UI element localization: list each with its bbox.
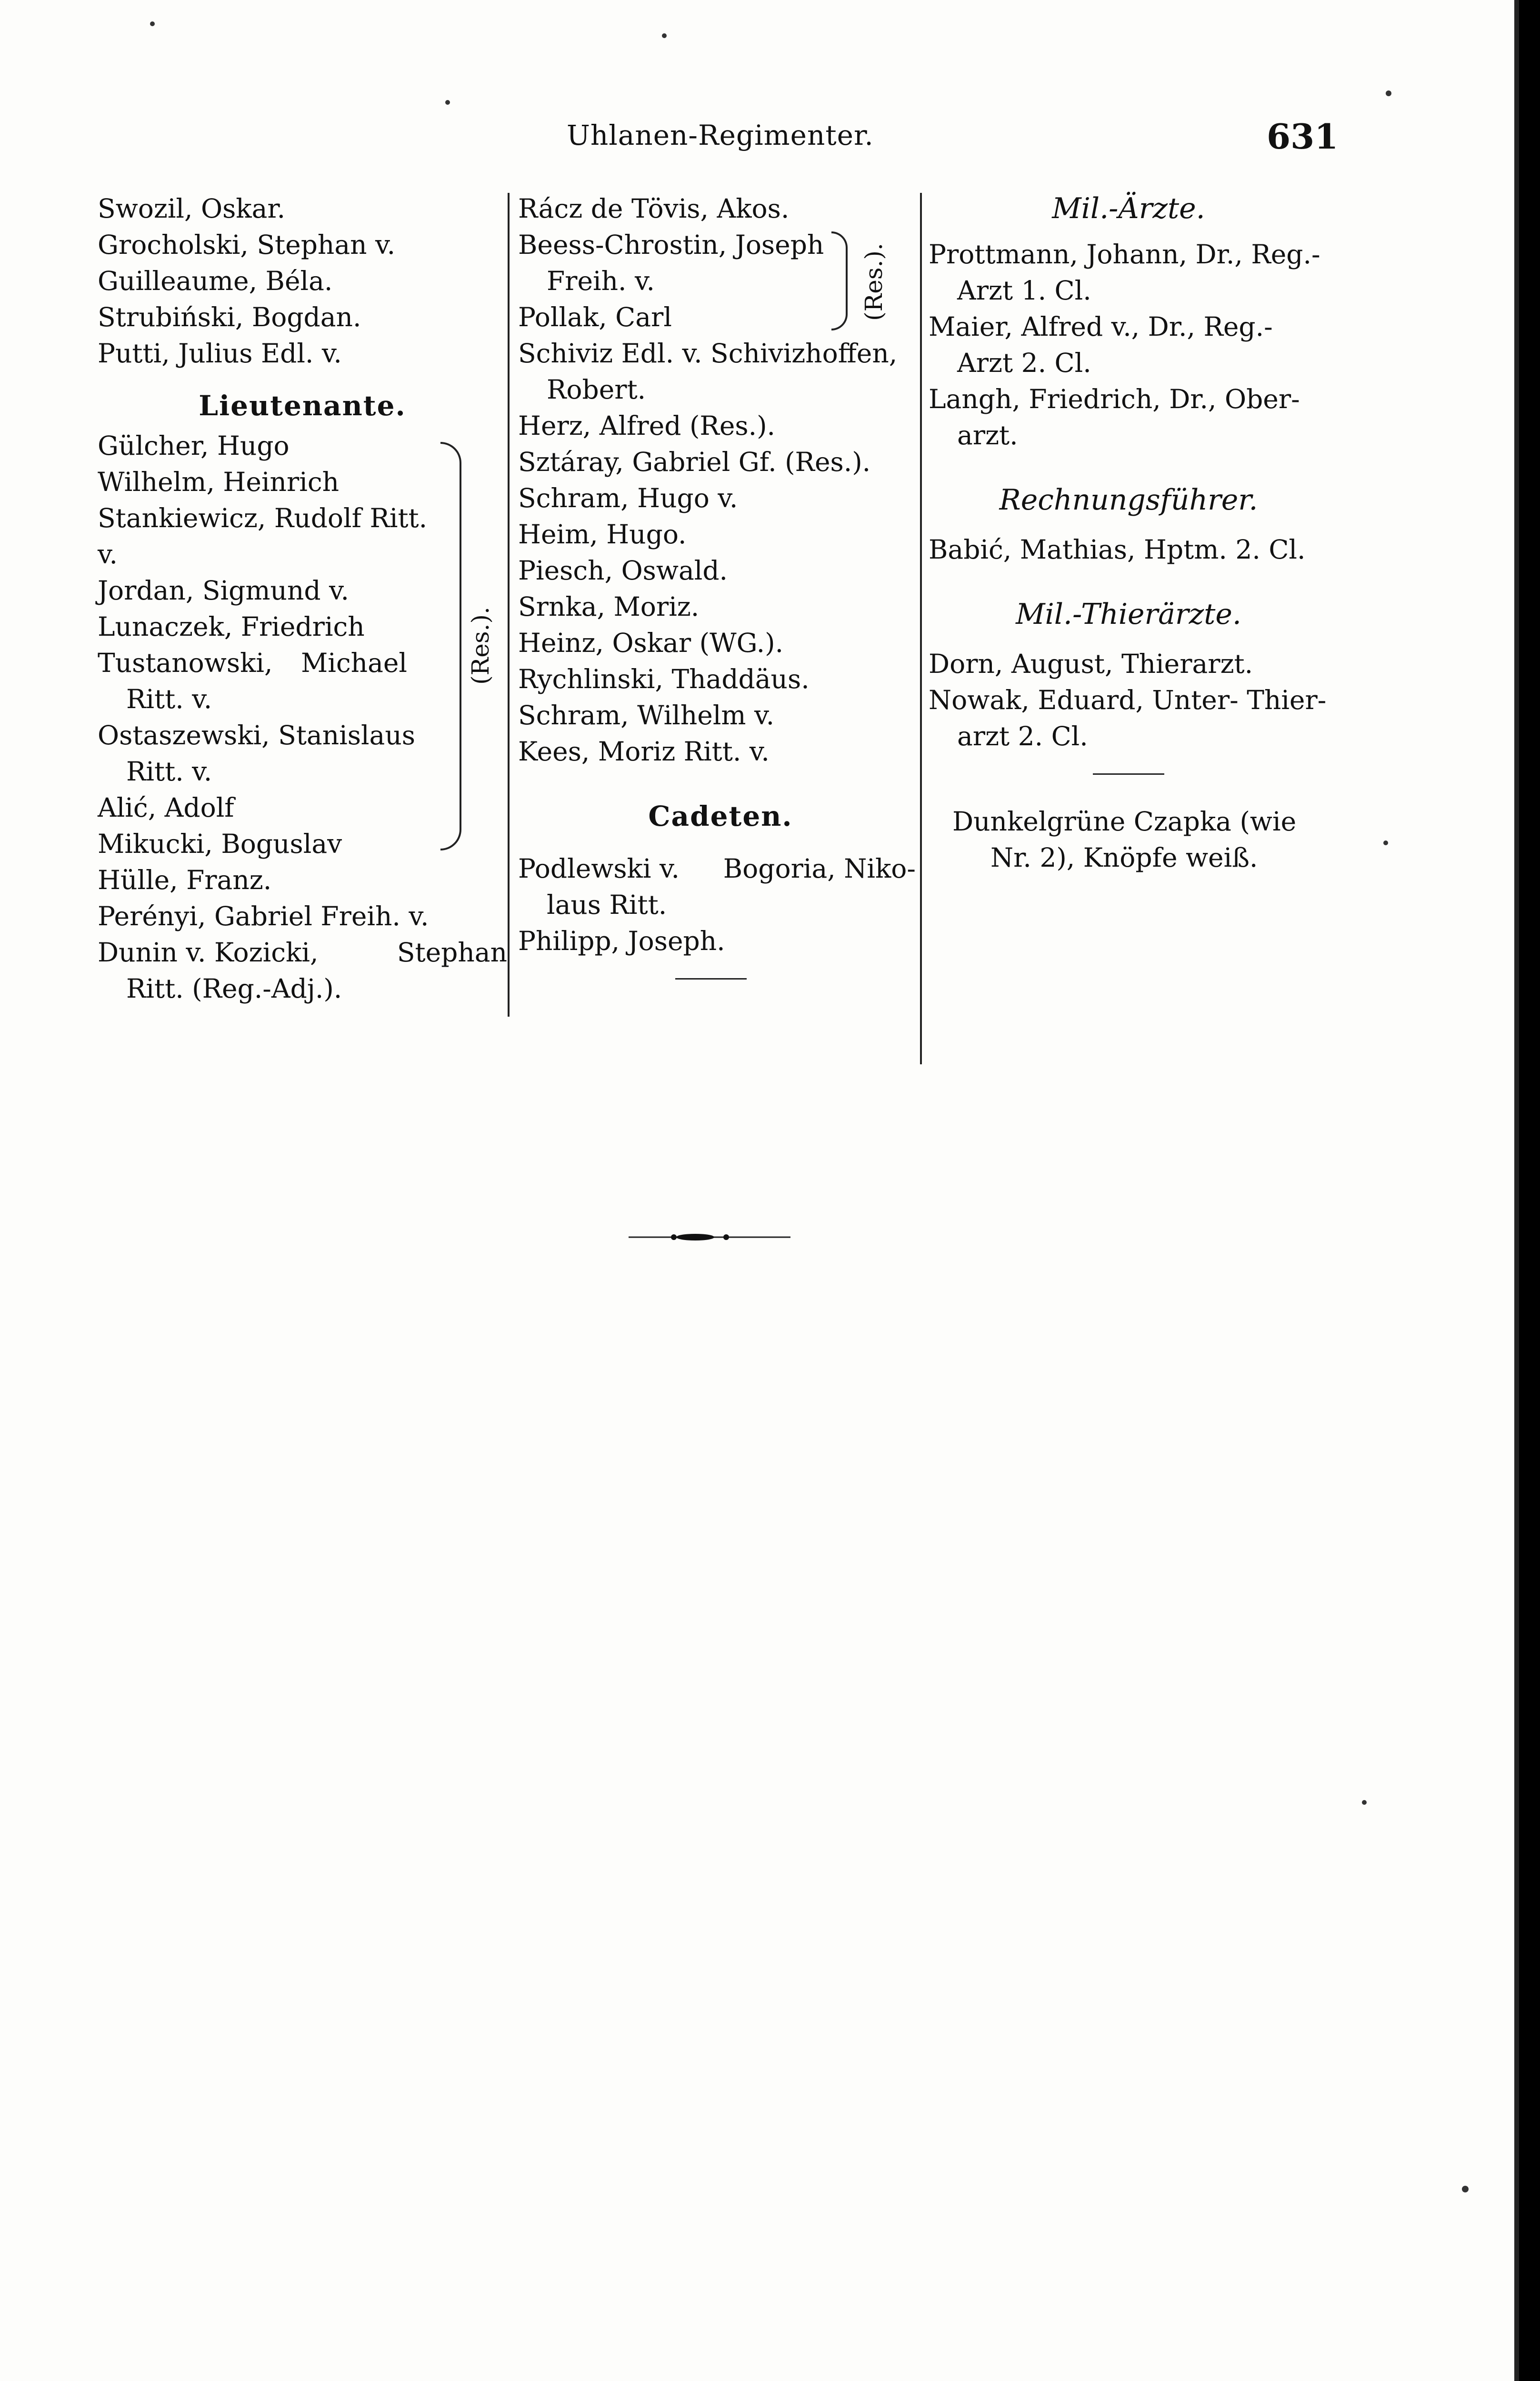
- list-item: Freih. v.: [547, 266, 655, 296]
- reserve-group: [98, 428, 507, 862]
- list-item: Srnka, Moriz.: [518, 591, 700, 622]
- list-item: Rychlinski, Thaddäus.: [518, 664, 810, 694]
- list-item: [98, 934, 507, 970]
- name-part: Tustanowski,: [98, 648, 273, 678]
- list-item: Piesch, Oswald.: [518, 555, 728, 586]
- list-item: Rácz de Tövis, Akos.: [518, 193, 790, 224]
- list-item: Ritt. v.: [126, 684, 212, 714]
- name-part: Podlewski v.: [518, 853, 680, 884]
- list-item: Ritt. (Reg.-Adj.).: [126, 973, 342, 1004]
- list-item: Sztáray, Gabriel Gf. (Res.).: [518, 447, 871, 477]
- section-heading-accountants: Rechnungsführer.: [999, 483, 1258, 517]
- list-item: Putti, Julius Edl. v.: [98, 338, 342, 369]
- list-item: Dorn, August, Thierarzt.: [929, 649, 1253, 679]
- list-item: Perényi, Gabriel Freih. v.: [98, 901, 429, 931]
- scan-speck: [1383, 840, 1388, 845]
- page-edge: [1514, 0, 1519, 2381]
- list-item: Schram, Hugo v.: [518, 483, 738, 513]
- scan-speck: [662, 33, 667, 38]
- section-heading-lieutenants: Lieutenante.: [199, 390, 406, 422]
- list-item: Nowak, Eduard, Unter- Thier-: [929, 685, 1327, 715]
- list-item: arzt.: [957, 420, 1018, 450]
- column-1: [98, 190, 507, 1007]
- list-item: Ritt. v.: [126, 756, 212, 787]
- scan-speck: [1386, 90, 1391, 96]
- scan-speck: [150, 21, 155, 26]
- list-item: Schiviz Edl. v. Schivizhoffen,: [518, 338, 898, 369]
- list-item: Mikucki, Boguslav: [98, 829, 342, 859]
- section-end-rule: [675, 978, 747, 980]
- list-item: Arzt 1. Cl.: [957, 275, 1091, 306]
- list-item: laus Ritt.: [547, 890, 667, 920]
- column-divider: [920, 193, 922, 1064]
- list-item: Babić, Mathias, Hptm. 2. Cl.: [929, 534, 1306, 565]
- list-item: Swozil, Oskar.: [98, 193, 286, 224]
- list-item: Maier, Alfred v., Dr., Reg.-: [929, 311, 1273, 342]
- list-item: Ostaszewski, Stanislaus: [98, 720, 415, 750]
- list-item: Wilhelm, Heinrich: [98, 467, 340, 497]
- scan-speck: [1362, 1800, 1367, 1805]
- list-item: Beess-Chrostin, Joseph: [518, 230, 824, 260]
- page-header-title: Uhlanen-Regimenter.: [567, 119, 874, 151]
- brace-bracket: [440, 442, 461, 850]
- entry-list-top: [98, 190, 507, 371]
- list-item: v.: [98, 539, 118, 570]
- list-item: Strubiński, Bogdan.: [98, 302, 361, 332]
- name-part: Bogoria, Niko-: [723, 853, 916, 884]
- list-item: Herz, Alfred (Res.).: [518, 410, 776, 441]
- name-part: Stephan: [397, 937, 507, 968]
- list-item: Lunaczek, Friedrich: [98, 611, 365, 642]
- column-2: [518, 190, 923, 980]
- uniform-note-line: Dunkelgrüne Czapka (wie: [952, 806, 1297, 837]
- scan-speck: [445, 100, 450, 105]
- name-part: Dunin v. Kozicki,: [98, 937, 319, 968]
- list-item: Guilleaume, Béla.: [98, 266, 333, 296]
- column-3: [929, 190, 1329, 876]
- list-item: Alić, Adolf: [98, 792, 234, 823]
- list-item: Schram, Wilhelm v.: [518, 700, 775, 730]
- list-item: Hülle, Franz.: [98, 865, 272, 895]
- name-part: Michael: [300, 648, 407, 678]
- brace-bracket: [831, 231, 848, 330]
- list-item: Arzt 2. Cl.: [957, 348, 1091, 378]
- list-item: Grocholski, Stephan v.: [98, 230, 396, 260]
- list-item: [98, 645, 407, 681]
- section-end-rule: [1093, 773, 1164, 775]
- section-heading-doctors: Mil.-Ärzte.: [1052, 192, 1205, 225]
- reserve-group: [518, 227, 923, 335]
- section-heading-cadets: Cadeten.: [648, 800, 793, 832]
- reserve-label: (Res.).: [466, 607, 494, 685]
- list-item: Robert.: [547, 374, 646, 405]
- list-item: Heinz, Oskar (WG.).: [518, 628, 784, 658]
- reserve-label: (Res.).: [860, 243, 888, 321]
- list-item: Pollak, Carl: [518, 302, 672, 332]
- list-item: Prottmann, Johann, Dr., Reg.-: [929, 239, 1320, 270]
- list-item: Jordan, Sigmund v.: [98, 575, 350, 606]
- list-item: arzt 2. Cl.: [957, 721, 1088, 751]
- section-heading-vets: Mil.-Thierärzte.: [1016, 598, 1241, 631]
- list-item: Stankiewicz, Rudolf Ritt.: [98, 503, 428, 533]
- scan-speck: [1462, 2186, 1469, 2192]
- column-divider: [508, 193, 510, 1017]
- list-item: Gülcher, Hugo: [98, 430, 290, 461]
- list-item: Heim, Hugo.: [518, 519, 687, 550]
- list-item: Langh, Friedrich, Dr., Ober-: [929, 384, 1300, 414]
- page-number: 631: [1267, 116, 1339, 157]
- list-item: Kees, Moriz Ritt. v.: [518, 736, 770, 767]
- uniform-note-line: Nr. 2), Knöpfe weiß.: [990, 842, 1258, 873]
- fleuron-ornament: [629, 1230, 790, 1244]
- list-item: [518, 850, 923, 887]
- list-item: Philipp, Joseph.: [518, 926, 725, 956]
